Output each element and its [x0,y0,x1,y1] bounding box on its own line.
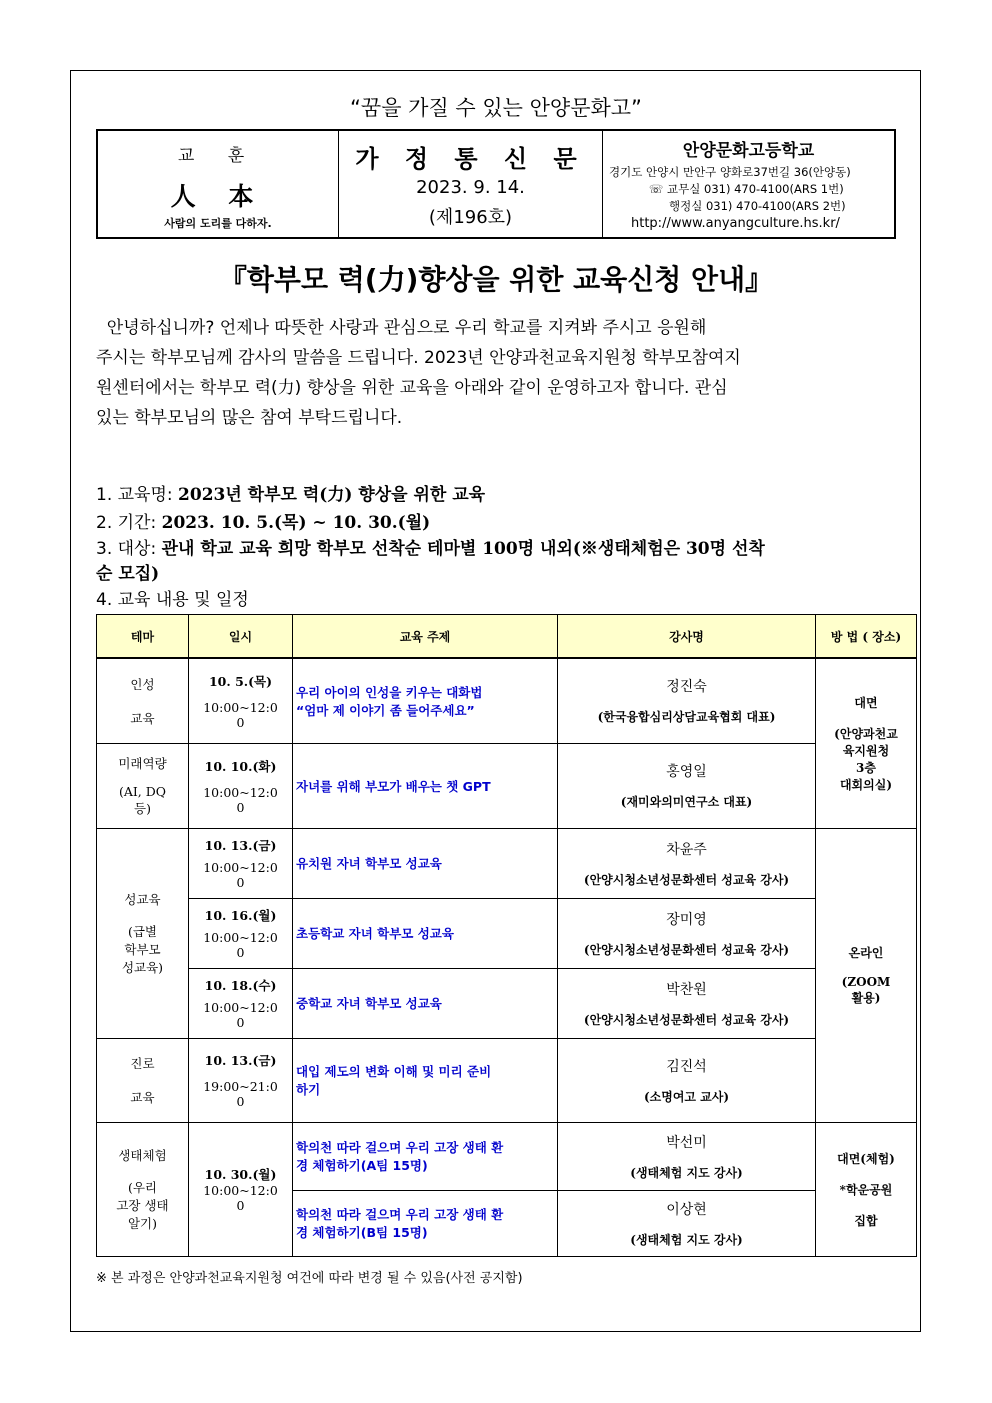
newsletter-box [339,131,603,237]
item-target [96,534,765,559]
lecturer-org: (안양시청소년성문화센터 성교육 강사) [583,942,790,957]
topic-cell: 자녀를 위해 부모가 배우는 챗 GPT [293,743,558,828]
lecturer-org: (안양시청소년성문화센터 성교육 강사) [583,872,790,887]
theme-line: 성교육) [121,960,164,975]
theme-line: (우리 [127,1180,158,1195]
newsletter-date: 2023. 9. 14. [416,177,525,198]
item-value: 2023년 학부모 력(力) 향상을 위한 교육 [178,485,486,505]
datetime-cell [189,968,293,1038]
theme-line: 미래역량 [118,756,167,771]
item-target-cont: 순 모집) [96,564,160,584]
method-line: 대회의실) [839,777,893,792]
school-info-box [603,131,894,237]
date-text: 10. 30.(월) [204,1167,277,1182]
lecturer-name: 김진석 [666,1058,707,1075]
date-text: 10. 5.(목) [208,673,273,689]
lecturer-cell [558,1038,816,1122]
lecturer-name: 이상현 [666,1201,707,1218]
school-address: 경기도 안양시 만안구 양화로37번길 36(안양동) [609,165,851,179]
table-row [97,1038,917,1122]
intro-line: 안녕하십니까? 언제나 따뜻한 사랑과 관심으로 우리 학교를 지켜봐 주시고 응원해 [96,318,707,338]
table-row [97,968,917,1038]
intro-line: 주시는 학부모님께 감사의 말씀을 드립니다. 2023년 안양과천교육지원청 학부모참여지 [96,348,741,368]
lecturer-org: (안양시청소년성문화센터 성교육 강사) [583,1012,790,1027]
theme-cell [97,743,189,828]
datetime-cell [189,1038,293,1122]
motto-label: 교 훈 [177,146,259,166]
phone-admin: 행정실 031) 470-4100(ARS 2번) [669,199,846,213]
theme-cell [97,1038,189,1122]
time-text: 10:00~12:0 0 [203,1000,278,1030]
lecturer-name: 장미영 [666,911,707,928]
date-text: 10. 13.(금) [204,1053,277,1068]
motto-box [98,131,339,237]
item-value: 2023. 10. 5.(목) ~ 10. 30.(월) [161,513,431,533]
footnote: ※ 본 과정은 안양과천교육지원청 여건에 따라 변경 될 수 있음(사전 공지함) [96,1271,523,1286]
header-lecturer: 강사명 [558,615,816,659]
method-cell [816,658,917,828]
method-cell [816,828,917,1122]
lecturer-name: 정진숙 [666,679,707,696]
datetime-cell [189,898,293,968]
table-header-row [97,615,917,659]
intro-line: 있는 학부모님의 많은 참여 부탁드립니다. [96,408,403,428]
theme-line: (AI, DQ [118,784,167,799]
header-method: 방 법 ( 장소) [816,615,917,659]
item-value: 관내 학교 교육 희망 학부모 선착순 테마별 100명 내외(※생태체험은 30명 선착 [161,539,765,559]
method-line: 활용) [851,991,881,1005]
schedule-table [96,614,917,1257]
method-line: 집합 [854,1213,878,1228]
theme-cell [97,1122,189,1256]
topic-cell: 우리 아이의 인성을 키우는 대화법 “엄마 제 이야기 좀 들어주세요” [293,658,558,743]
lecturer-name: 박선미 [666,1134,707,1151]
time-text: 10:00~12:0 0 [203,784,278,815]
method-line: (안양과천교 [834,726,898,741]
date-text: 10. 13.(금) [204,838,277,853]
date-text: 10. 16.(월) [204,908,277,923]
lecturer-cell [558,658,816,743]
theme-line: 고장 생태 [116,1198,169,1213]
theme-line: 생태체험 [118,1148,167,1163]
method-line: 대면 [854,695,878,710]
lecturer-name: 박찬원 [666,981,707,998]
lecturer-cell [558,898,816,968]
lecturer-org: (재미와의미연구소 대표) [620,795,753,809]
theme-cell [97,828,189,1038]
document-title: 『학부모 력(力)향상을 위한 교육신청 안내』 [218,263,774,296]
datetime-cell [189,1122,293,1256]
topic-cell: 학의천 따라 걸으며 우리 고장 생태 환 경 체험하기(A팀 15명) [293,1122,558,1190]
lecturer-cell [558,968,816,1038]
table-row [97,898,917,968]
theme-cell [97,658,189,743]
lecturer-cell [558,828,816,898]
time-text: 19:00~21:0 0 [203,1079,278,1109]
lecturer-cell [558,1190,816,1256]
date-text: 10. 10.(화) [204,758,277,774]
method-line: (ZOOM [841,975,891,989]
lecturer-name: 홍영일 [666,764,707,780]
issue-number: (제196호) [428,207,513,228]
item-label: 3. 대상: [96,539,162,559]
item-program-name [96,480,485,505]
motto-subtitle: 사람의 도리를 다하자. [164,217,272,230]
time-text: 10:00~12:0 0 [203,860,278,890]
phone-office: ☏ 교무실 031) 470-4100(ARS 1번) [649,182,844,196]
theme-line: 교육 [130,710,155,726]
time-text: 10:00~12:0 0 [203,930,278,960]
method-line: 대면(체험) [837,1151,895,1166]
theme-line: 알기) [127,1216,158,1231]
table-row [97,658,917,743]
date-text: 10. 18.(수) [204,978,277,993]
topic-cell: 대입 제도의 변화 이해 및 미리 준비 하기 [293,1038,558,1122]
item-schedule-label: 4. 교육 내용 및 일정 [96,590,249,610]
intro-line: 원센터에서는 학부모 력(力) 향상을 위한 교육을 아래와 같이 운영하고자 합니다. 관심 [96,378,728,398]
topic-cell: 유치원 자녀 학부모 성교육 [293,828,558,898]
datetime-cell [189,658,293,743]
theme-line: 성교육 [124,892,161,907]
letterhead [96,129,896,239]
intro-paragraph [96,313,896,433]
topic-cell: 중학교 자녀 학부모 성교육 [293,968,558,1038]
lecturer-org: (한국융합심리상담교육협회 대표) [597,710,776,725]
newsletter-title: 가 정 통 신 문 [355,145,586,173]
topic-cell: 학의천 따라 걸으며 우리 고장 생태 환 경 체험하기(B팀 15명) [293,1190,558,1256]
theme-line: 인성 [130,676,155,692]
theme-line: 학부모 [124,942,161,957]
lecturer-org: (소명여고 교사) [643,1089,730,1104]
table-row [97,1122,917,1190]
time-text: 10:00~12:0 0 [203,1183,278,1213]
header-datetime: 일시 [189,615,293,659]
school-name: 안양문화고등학교 [682,141,815,161]
item-period [96,508,430,533]
method-cell [816,1122,917,1256]
table-row [97,828,917,898]
lecturer-cell [558,743,816,828]
lecturer-org: (생태체험 지도 강사) [630,1232,743,1247]
table-row [97,743,917,828]
school-slogan: “꿈을 가질 수 있는 안양문화고” [350,96,642,120]
datetime-cell [189,828,293,898]
header-topic: 교육 주제 [293,615,558,659]
header-theme: 테마 [97,615,189,659]
theme-line: 등) [134,801,151,816]
method-line: 온라인 [848,946,884,960]
item-label: 2. 기간: [96,513,162,533]
lecturer-org: (생태체험 지도 강사) [630,1165,743,1180]
method-line: 육지원청 [842,743,890,758]
method-line: 3층 [856,760,876,775]
lecturer-cell [558,1122,816,1190]
item-label: 1. 교육명: [96,485,179,505]
time-text: 10:00~12:0 0 [203,699,278,730]
lecturer-name: 차윤주 [666,841,707,858]
datetime-cell [189,743,293,828]
school-website-link[interactable]: http://www.anyangculture.hs.kr/ [631,216,840,231]
method-line: *학운공원 [839,1182,893,1197]
motto: 人 本 [170,182,266,211]
theme-line: (급별 [127,924,158,939]
theme-line: 진로 [130,1056,155,1071]
theme-line: 교육 [130,1090,155,1105]
topic-cell: 초등학교 자녀 학부모 성교육 [293,898,558,968]
